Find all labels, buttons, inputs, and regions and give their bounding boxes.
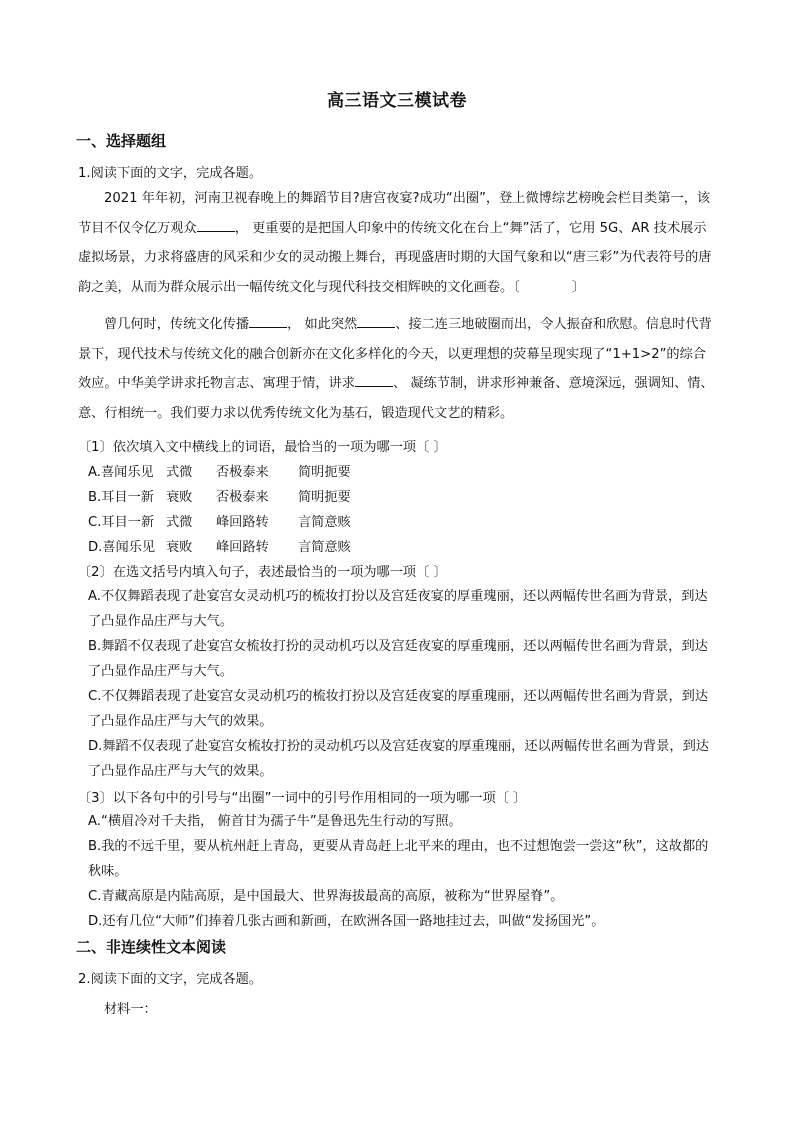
subquestion-3: 〔3〕以下各句中的引号与“出圈”一词中的引号作用相同的一项为哪一项〔 〕: [78, 791, 527, 806]
fill-blank: [357, 313, 395, 328]
passage-text: 2021 年年初，河南卫视春晚上的舞蹈节目?唐宫夜宴?成功“出圈”，登上微博综艺榜晚会栏目类第一，该节目不仅令亿万观众: [78, 191, 711, 236]
section-heading-1: 一、选择题组: [76, 132, 167, 150]
fill-blank: [355, 372, 393, 387]
option-3b: B.我的不远千里，要从杭州赶上青岛，更要从青岛赶上北平来的理由，也不过想饱尝一尝这“秋”，这故都的秋味。: [88, 839, 709, 879]
material-1-label: 材料一：: [104, 1002, 157, 1017]
option-1b: B.耳目一新 衰败 否极泰来 简明扼要: [88, 490, 351, 505]
section-heading-2: 二、非连续性文本阅读: [76, 938, 227, 956]
question-2-intro: 2.阅读下面的文字，完成各题。: [78, 972, 263, 987]
passage-text: ， 如此突然: [287, 317, 358, 332]
option-3a: A.“横眉冷对千夫指， 俯首甘为孺子牛”是鲁迅先生行动的写照。: [88, 814, 462, 829]
option-1d: D.喜闻乐见 衰败 峰回路转 言简意赅: [88, 540, 351, 555]
passage-text: ， 更重要的是把国人印象中的传统文化在台上“舞”活了，它用 5G、AR 技术展示虚拟场景，力求将盛唐的风采和少女的灵动搬上舞台，再现盛唐时期的大国气象和以“唐三彩”为代表符号的唐韵之美，从而为群众展示出一幅传统文化与现代科技交相辉映的文化画卷。〔: [78, 220, 712, 295]
option-1a: A.喜闻乐见 式微 否极泰来 简明扼要: [88, 465, 351, 480]
subquestion-1: 〔1〕依次填入文中横线上的词语，最恰当的一项为哪一项〔 〕: [78, 440, 447, 455]
fill-blank: [249, 313, 287, 328]
option-2a: A.不仅舞蹈表现了赴宴宫女灵动机巧的梳妆打扮以及宫廷夜宴的厚重瑰丽，还以两幅传世名画为背景，到达了凸显作品庄严与大气。: [88, 589, 708, 629]
passage-text: 曾几何时，传统文化传播: [104, 317, 250, 332]
option-2b: B.舞蹈不仅表现了赴宴宫女梳妆打扮的灵动机巧以及宫廷夜宴的厚重瑰丽，还以两幅传世名画为背景，到达了凸显作品庄严与大气。: [88, 639, 708, 679]
subquestion-2: 〔2〕在选文括号内填入句子，表述最恰当的一项为哪一项〔 〕: [78, 565, 447, 580]
option-3d: D.还有几位“大师”们捧着几张古画和新画，在欧洲各国一路地挂过去，叫做“发扬国光”。: [88, 914, 605, 929]
fill-blank: [197, 217, 235, 232]
passage-paragraph-1: [78, 184, 718, 302]
passage-text: 、接二连三地破圈而出，令人振奋和欣慰。信息时代背景下，现代技术与传统文化的融合创新亦在文化多样化的今天，以更理想的荧幕呈现实现了“1+1>2”的综合效应。中华美学讲求托物言志、寓理于情，讲求: [78, 317, 712, 391]
passage-text: 〕: [571, 279, 585, 295]
option-3c: C.青藏高原是内陆高原，是中国最大、世界海拔最高的高原，被称为“世界屋脊”。: [88, 889, 564, 904]
passage-paragraph-2: [78, 310, 718, 428]
passage-text: 、 凝练节制，讲求形神兼备、意境深远，强调知、情、意、行相统一。我们要力求以优秀传统文化为基石，锻造现代文艺的精彩。: [78, 376, 714, 421]
option-2d: D.舞蹈不仅表现了赴宴宫女梳妆打扮的灵动机巧以及宫廷夜宴的厚重瑰丽，还以两幅传世名画为背景，到达了凸显作品庄严与大气的效果。: [88, 739, 709, 779]
page-title: 高三语文三模试卷: [327, 91, 467, 111]
option-1c: C.耳目一新 式微 峰回路转 言简意赅: [88, 515, 351, 530]
question-1-intro: 1.阅读下面的文字，完成各题。: [78, 166, 263, 181]
option-2c: C.不仅舞蹈表现了赴宴宫女灵动机巧的梳妆打扮以及宫廷夜宴的厚重瑰丽，还以两幅传世名画为背景，到达了凸显作品庄严与大气的效果。: [88, 689, 709, 729]
